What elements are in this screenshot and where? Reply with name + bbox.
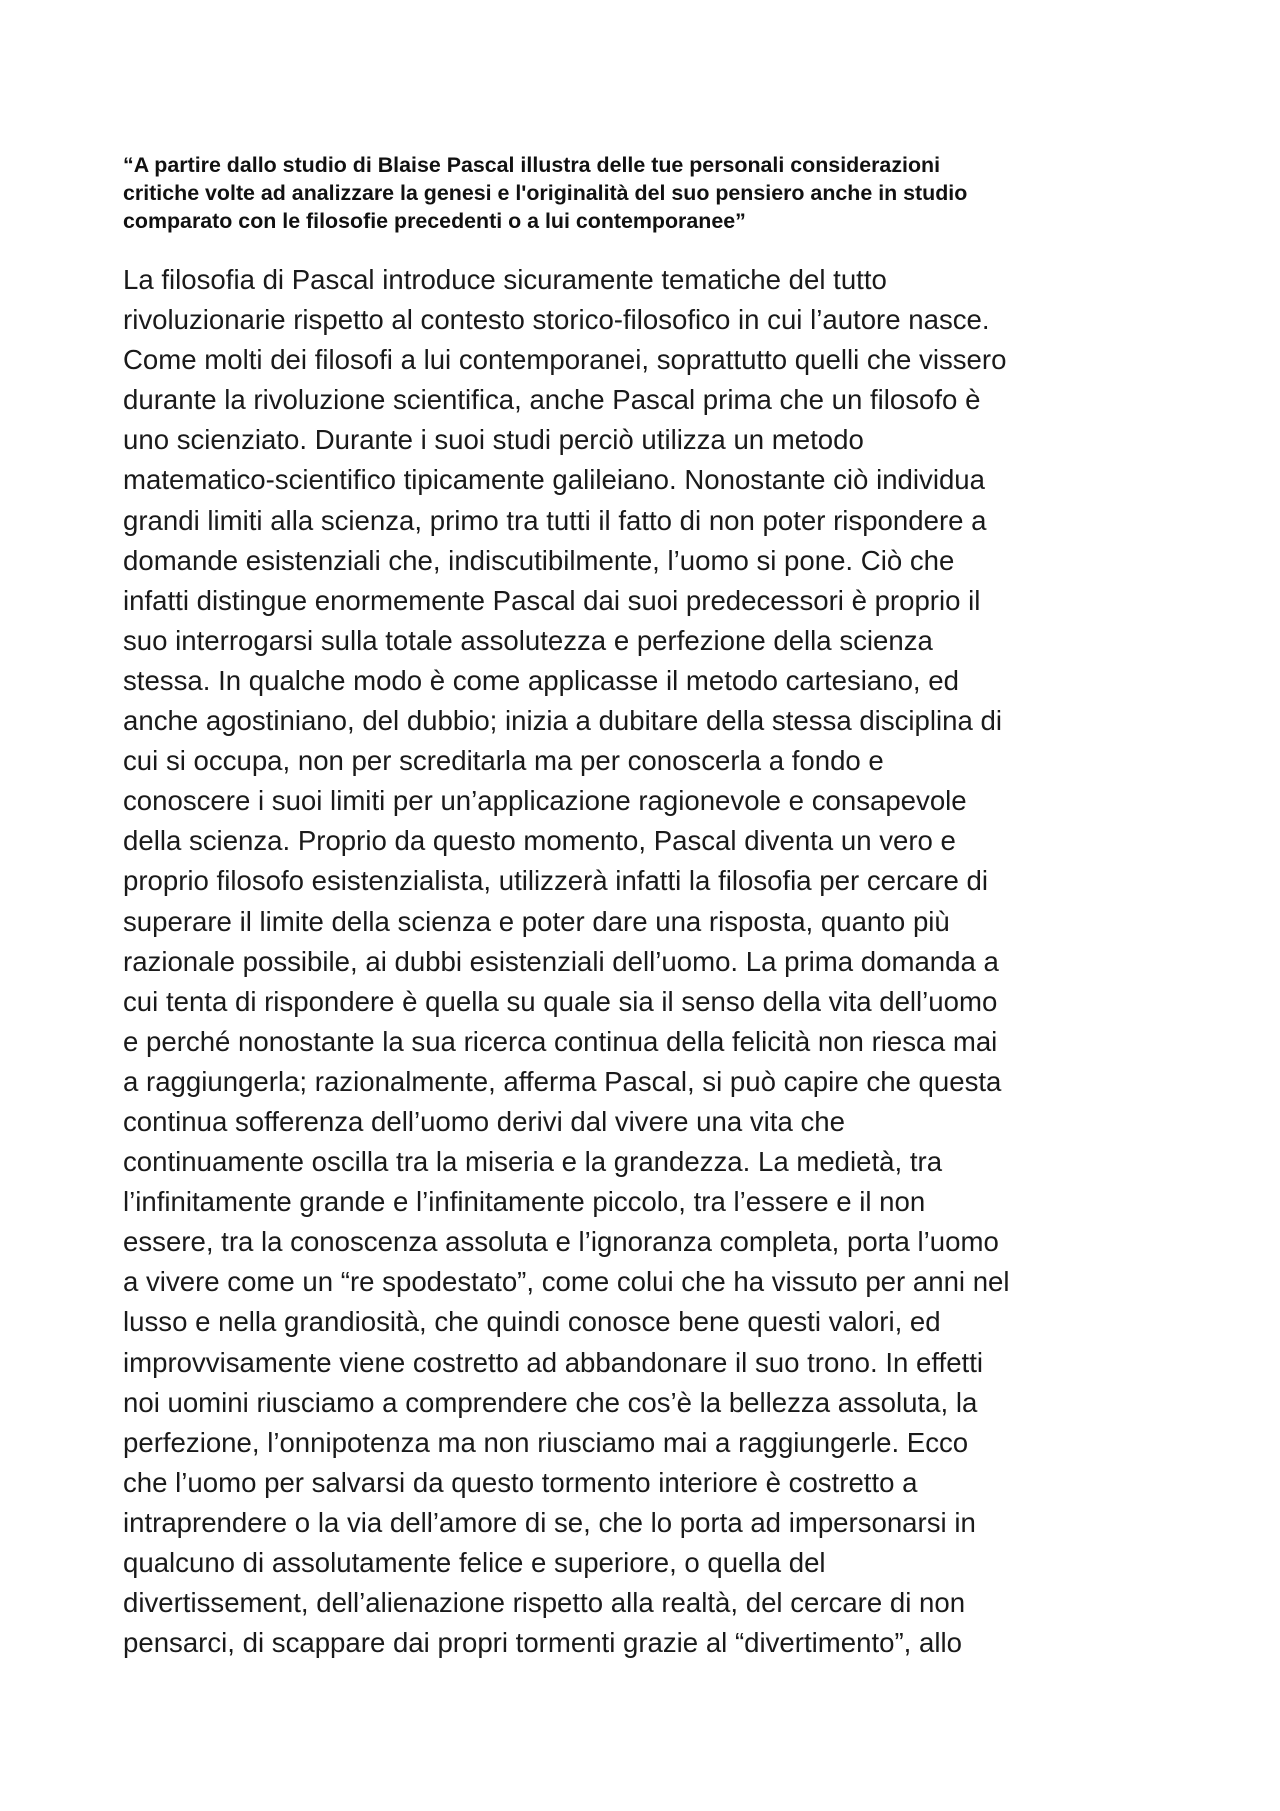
body-line: continuamente oscilla tra la miseria e la grandezza. La medietà, tra <box>123 1146 943 1178</box>
body-line: noi uomini riusciamo a comprendere che cos’è la bellezza assoluta, la <box>123 1386 978 1418</box>
body-line: e perché nonostante la sua ricerca continua della felicità non riesca mai <box>123 1025 998 1057</box>
body-line: proprio filosofo esistenzialista, utilizzerà infatti la filosofia per cercare di <box>123 865 988 897</box>
body-line: pensarci, di scappare dai propri tormenti grazie al “divertimento”, allo <box>123 1627 962 1659</box>
title-line: critiche volte ad analizzare la genesi e l'originalità del suo pensiero anche in studio <box>123 181 968 205</box>
body-line: conoscere i suoi limiti per un’applicazione ragionevole e consapevole <box>123 785 967 817</box>
body-line: grandi limiti alla scienza, primo tra tutti il fatto di non poter rispondere a <box>123 504 987 536</box>
body-line: a vivere come un “re spodestato”, come colui che ha vissuto per anni nel <box>123 1266 1010 1298</box>
body-line: anche agostiniano, del dubbio; inizia a dubitare della stessa disciplina di <box>123 705 1002 737</box>
body-line: improvvisamente viene costretto ad abbandonare il suo trono. In effetti <box>123 1346 984 1378</box>
title-line: “A partire dallo studio di Blaise Pascal illustra delle tue personali considerazioni <box>123 153 941 177</box>
body-line: l’infinitamente grande e l’infinitamente piccolo, tra l’essere e il non <box>123 1186 926 1218</box>
body-line: della scienza. Proprio da questo momento, Pascal diventa un vero e <box>123 825 956 857</box>
essay-prompt-title <box>123 151 1183 235</box>
body-line: domande esistenziali che, indiscutibilmente, l’uomo si pone. Ciò che <box>123 544 955 576</box>
body-line: a raggiungerla; razionalmente, afferma Pascal, si può capire che questa <box>123 1065 1002 1097</box>
body-line: uno scienziato. Durante i suoi studi perciò utilizza un metodo <box>123 424 864 456</box>
body-line: infatti distingue enormemente Pascal dai suoi predecessori è proprio il <box>123 584 981 616</box>
body-line: La filosofia di Pascal introduce sicuramente tematiche del tutto <box>123 264 887 295</box>
body-line: cui si occupa, non per screditarla ma per conoscerla a fondo e <box>123 745 884 777</box>
body-line: cui tenta di rispondere è quella su quale sia il senso della vita dell’uomo <box>123 985 998 1017</box>
body-line: lusso e nella grandiosità, che quindi conosce bene questi valori, ed <box>123 1306 941 1338</box>
title-line: comparato con le filosofie precedenti o a lui contemporanee” <box>123 209 746 233</box>
body-line: stessa. In qualche modo è come applicasse il metodo cartesiano, ed <box>123 664 959 696</box>
body-line: che l’uomo per salvarsi da questo tormento interiore è costretto a <box>123 1466 918 1498</box>
body-line: razionale possibile, ai dubbi esistenziali dell’uomo. La prima domanda a <box>123 945 999 977</box>
essay-body <box>123 260 1203 1663</box>
body-line: durante la rivoluzione scientifica, anche Pascal prima che un filosofo è <box>123 384 981 416</box>
body-line: qualcuno di assolutamente felice e superiore, o quella del <box>123 1547 826 1578</box>
body-line: Come molti dei filosofi a lui contemporanei, soprattutto quelli che vissero <box>123 344 1007 376</box>
body-line: intraprendere o la via dell’amore di se, che lo porta ad impersonarsi in <box>123 1506 976 1538</box>
body-line: essere, tra la conoscenza assoluta e l’ignoranza completa, porta l’uomo <box>123 1226 999 1258</box>
body-line: divertissement, dell’alienazione rispetto alla realtà, del cercare di non <box>123 1587 966 1619</box>
body-line: matematico-scientifico tipicamente galileiano. Nonostante ciò individua <box>123 464 985 496</box>
body-line: suo interrogarsi sulla totale assolutezza e perfezione della scienza <box>123 624 933 656</box>
body-line: superare il limite della scienza e poter dare una risposta, quanto più <box>123 905 950 937</box>
body-line: perfezione, l’onnipotenza ma non riusciamo mai a raggiungerle. Ecco <box>123 1426 969 1458</box>
body-line: continua sofferenza dell’uomo derivi dal vivere una vita che <box>123 1105 845 1137</box>
body-line: rivoluzionarie rispetto al contesto storico-filosofico in cui l’autore nasce. <box>123 304 990 336</box>
